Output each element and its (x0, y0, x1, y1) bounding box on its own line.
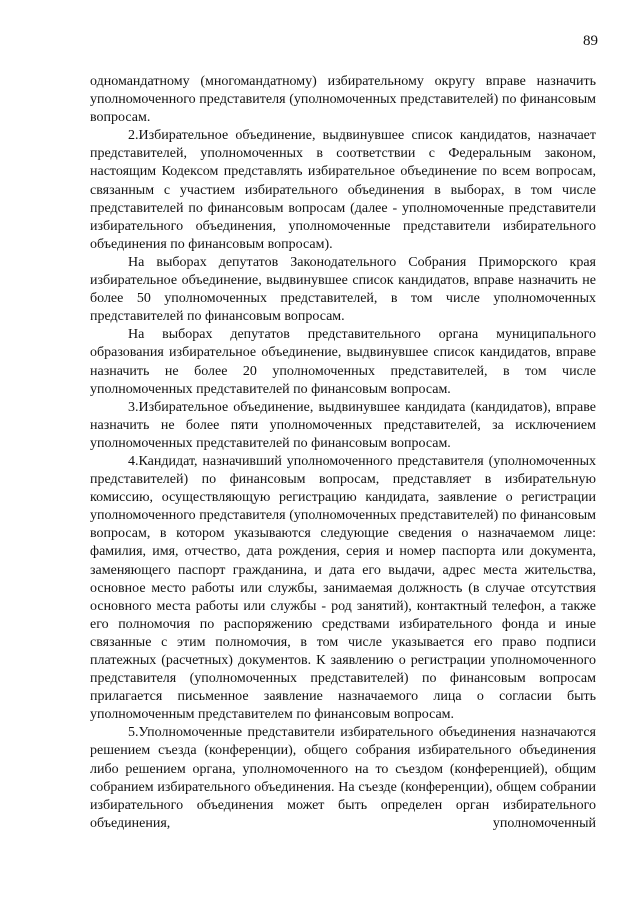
paragraph-item-4: 4.Кандидат, назначивший уполномоченного представителя (уполномоченных представителей) по финансовым вопросам, представляет в избирательную комиссию, осуществляющую регистрацию кандидата, заявление о регистрации уполномоченного представителя (уполномоченных представителей) по финансовым вопросам, в котором указываются следующие сведения о назначаемом лице: фамилия, имя, отчество, дата рождения, серия и номер паспорта или документа, заменяющего паспорт гражданина, и дата его выдачи, адрес места жительства, основное место работы или службы, занимаемая должность (в случае отсутствия основного места работы или службы - род занятий), контактный телефон, а также его полномочия по распоряжению средствами избирательного фонда и иные связанные с этим полномочия, в том числе указывается его право подписи платежных (расчетных) документов. К заявлению о регистрации уполномоченного представителя (уполномоченных представителей) по финансовым вопросам прилагается письменное заявление назначаемого лица о согласии быть уполномоченным представителем по финансовым вопросам. (90, 453, 596, 723)
paragraph-item-5: 5.Уполномоченные представители избирательного объединения назначаются решением съезда (конференции), общего собрания избирательного объединения либо решением органа, уполномоченного на то съездом (конференцией), общим собранием избирательного объединения. На съезде (конференции), общем собрании избирательного объединения может быть определен орган избирательного объединения, уполномоченный (90, 725, 596, 831)
paragraph-item-2: 2.Избирательное объединение, выдвинувшее список кандидатов, назначает представителей, уполномоченных в соответствии с Федеральным законом, настоящим Кодексом представлять избирательное объединение по всем вопросам, связанным с участием избирательного объединения в выборах, в том числе представителей по финансовым вопросам (далее - уполномоченные представители избирательного объединения, уполномоченные представители избирательного объединения по финансовым вопросам). (90, 128, 596, 252)
body-text (90, 73, 596, 833)
page-number: 89 (583, 33, 598, 49)
paragraph-item-3: 3.Избирательное объединение, выдвинувшее кандидата (кандидатов), вправе назначить не более пяти уполномоченных представителей, за исключением уполномоченных представителей по финансовым вопросам. (90, 399, 596, 451)
paragraph-legislative-assembly: На выборах депутатов Законодательного Собрания Приморского края избирательное объединение, выдвинувшее список кандидатов, вправе назначить не более 50 уполномоченных представителей, в том числе уполномоченных представителей по финансовым вопросам. (90, 254, 596, 325)
paragraph-municipal-body: На выборах депутатов представительного органа муниципального образования избирательное объединение, выдвинувшее список кандидатов, вправе назначить не более 20 уполномоченных представителей, в том числе уполномоченных представителей по финансовым вопросам. (90, 327, 596, 397)
paragraph-continuation: одномандатному (многомандатному) избирательному округу вправе назначить уполномоченного представителя (уполномоченных представителей) по финансовым вопросам. (90, 74, 596, 126)
